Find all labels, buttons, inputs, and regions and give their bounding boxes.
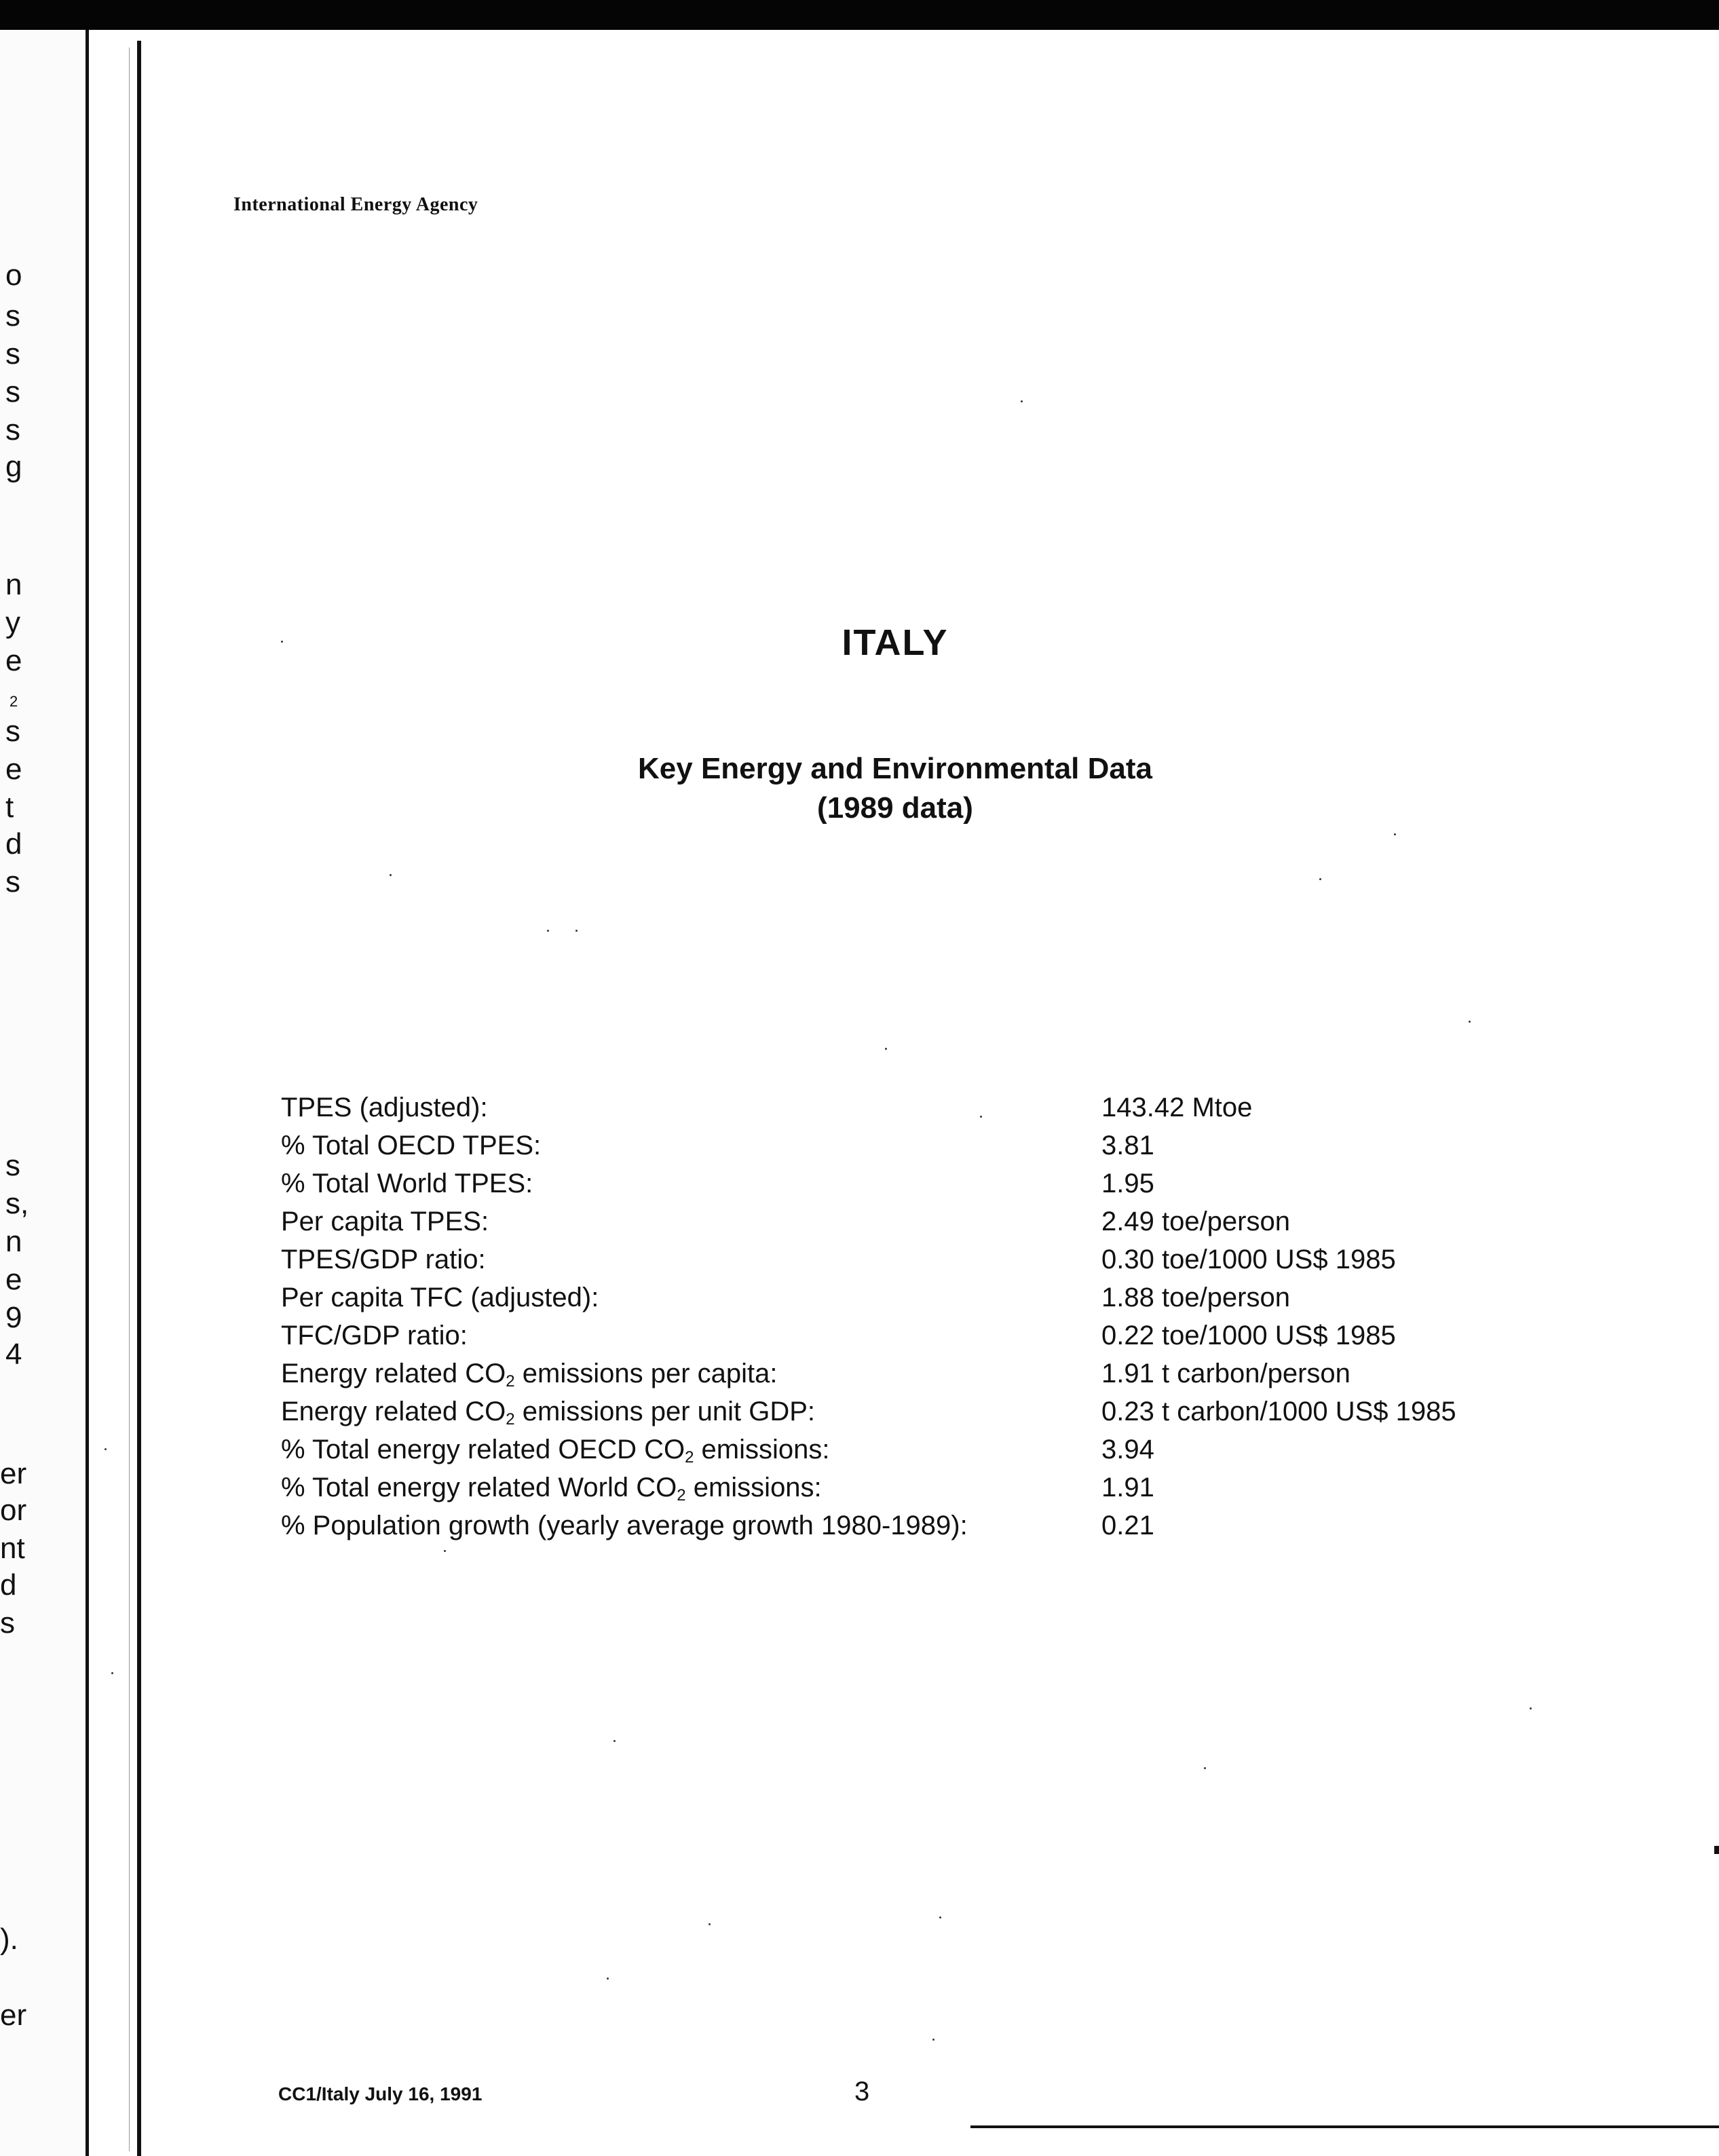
data-row bbox=[281, 1431, 1570, 1469]
scan-speck bbox=[885, 1048, 887, 1050]
facing-page-fragment: 9 bbox=[5, 1301, 22, 1334]
label-text: emissions per unit GDP: bbox=[514, 1397, 816, 1426]
label-text: Energy related CO bbox=[281, 1397, 506, 1426]
row-label: TFC/GDP ratio: bbox=[281, 1321, 468, 1350]
facing-page-fragment: g bbox=[5, 450, 22, 483]
scan-speck bbox=[709, 1923, 711, 1925]
row-value: 143.42 Mtoe bbox=[1101, 1093, 1253, 1122]
row-value: 1.88 toe/person bbox=[1101, 1283, 1290, 1312]
row-value: 3.81 bbox=[1101, 1131, 1154, 1160]
right-edge-mark bbox=[1714, 1846, 1719, 1854]
subtitle-line: (1989 data) bbox=[817, 791, 973, 825]
agency-header: International Energy Agency bbox=[233, 194, 478, 215]
bottom-edge-rule bbox=[970, 2125, 1719, 2128]
facing-page-fragment: s, bbox=[5, 1187, 29, 1220]
label-text: emissions per capita: bbox=[514, 1359, 778, 1388]
scan-border-top bbox=[0, 0, 1719, 30]
data-row bbox=[281, 1355, 1570, 1393]
facing-page-fragment: s bbox=[0, 1606, 15, 1640]
scan-speck bbox=[547, 930, 549, 932]
facing-page-fragment: s bbox=[5, 413, 20, 447]
data-row bbox=[281, 1507, 1570, 1545]
scan-speck bbox=[932, 2039, 934, 2041]
row-value: 3.94 bbox=[1101, 1435, 1154, 1464]
label-text: Energy related CO bbox=[281, 1359, 506, 1388]
scan-speck bbox=[281, 641, 283, 643]
facing-page-fragment: n bbox=[5, 568, 22, 601]
facing-page-strip bbox=[0, 30, 86, 2156]
subtitle-line: Key Energy and Environmental Data bbox=[638, 752, 1152, 785]
gutter-line-outer bbox=[86, 30, 89, 2156]
facing-page-fragment: nt bbox=[0, 1532, 25, 1565]
facing-page-fragment: s bbox=[5, 299, 20, 333]
facing-page-fragment: s bbox=[5, 865, 20, 899]
scan-speck bbox=[1530, 1707, 1532, 1709]
data-row bbox=[281, 1241, 1570, 1279]
page-title: ITALY bbox=[842, 622, 949, 663]
gutter-line-inner bbox=[137, 41, 141, 2156]
subscript: 2 bbox=[677, 1486, 686, 1505]
subscript: 2 bbox=[506, 1372, 515, 1391]
facing-page-fragment: or bbox=[0, 1494, 27, 1527]
row-label: Per capita TPES: bbox=[281, 1207, 489, 1236]
scan-speck bbox=[1469, 1021, 1471, 1023]
row-value: 0.21 bbox=[1101, 1511, 1154, 1540]
facing-page-fragment: s bbox=[5, 375, 20, 409]
scan-speck bbox=[980, 1116, 982, 1118]
facing-page-fragment: t bbox=[5, 791, 14, 824]
facing-page-fragment: s bbox=[5, 1149, 20, 1182]
facing-page-fragment: s bbox=[5, 715, 20, 748]
facing-page-fragment: 2 bbox=[10, 693, 18, 710]
label-text: emissions: bbox=[694, 1435, 830, 1464]
facing-page-fragment: n bbox=[5, 1225, 22, 1258]
row-value: 0.22 toe/1000 US$ 1985 bbox=[1101, 1321, 1396, 1350]
label-text: % Total energy related World CO bbox=[281, 1473, 677, 1502]
facing-page-fragment: e bbox=[5, 1263, 22, 1296]
row-value: 0.30 toe/1000 US$ 1985 bbox=[1101, 1245, 1396, 1274]
facing-page-fragment: s bbox=[5, 337, 20, 371]
row-value: 1.91 t carbon/person bbox=[1101, 1359, 1350, 1388]
data-row bbox=[281, 1317, 1570, 1355]
scan-speck bbox=[444, 1550, 446, 1552]
data-row bbox=[281, 1165, 1570, 1203]
document-page bbox=[145, 30, 1719, 2156]
data-row bbox=[281, 1089, 1570, 1127]
scan-speck bbox=[607, 1978, 609, 1980]
key-data-table bbox=[281, 1089, 1570, 1545]
row-label: TPES (adjusted): bbox=[281, 1093, 488, 1122]
label-text: emissions: bbox=[685, 1473, 822, 1502]
facing-page-fragment: ). bbox=[0, 1923, 18, 1956]
page-subtitle bbox=[145, 749, 1645, 828]
facing-page-fragment: d bbox=[5, 827, 22, 860]
data-row bbox=[281, 1469, 1570, 1507]
scan-speck bbox=[575, 930, 578, 932]
row-label: % Population growth (yearly average growth 1980-1989): bbox=[281, 1511, 968, 1540]
facing-page-fragment: o bbox=[5, 259, 22, 292]
gutter-line-dotted bbox=[129, 48, 130, 2151]
facing-page-fragment: 4 bbox=[5, 1338, 22, 1371]
scan-speck bbox=[1021, 400, 1023, 402]
footer-reference: CC1/Italy July 16, 1991 bbox=[278, 2083, 483, 2104]
scan-speck bbox=[1394, 833, 1396, 835]
scan-speck bbox=[105, 1448, 107, 1450]
facing-page-fragment: y bbox=[5, 606, 20, 639]
page-number: 3 bbox=[854, 2077, 870, 2106]
scan-speck bbox=[1319, 878, 1321, 880]
row-label: % Total World TPES: bbox=[281, 1169, 533, 1198]
facing-page-fragment: er bbox=[0, 1999, 27, 2032]
row-label: % Total OECD TPES: bbox=[281, 1131, 542, 1160]
facing-page-fragment: e bbox=[5, 753, 22, 786]
row-value: 1.91 bbox=[1101, 1473, 1154, 1502]
row-value: 2.49 toe/person bbox=[1101, 1207, 1290, 1236]
data-row bbox=[281, 1393, 1570, 1431]
row-label: TPES/GDP ratio: bbox=[281, 1245, 486, 1274]
scan-speck bbox=[939, 1916, 941, 1918]
scan-speck bbox=[613, 1740, 616, 1742]
scan-speck bbox=[111, 1672, 113, 1674]
row-value: 1.95 bbox=[1101, 1169, 1154, 1198]
data-row bbox=[281, 1279, 1570, 1317]
subscript: 2 bbox=[685, 1448, 694, 1467]
row-value: 0.23 t carbon/1000 US$ 1985 bbox=[1101, 1397, 1456, 1426]
subscript: 2 bbox=[506, 1410, 515, 1429]
row-label: Per capita TFC (adjusted): bbox=[281, 1283, 599, 1312]
facing-page-fragment: er bbox=[0, 1457, 27, 1490]
facing-page-fragment: e bbox=[5, 644, 22, 677]
data-row bbox=[281, 1203, 1570, 1241]
scan-speck bbox=[390, 874, 392, 876]
label-text: % Total energy related OECD CO bbox=[281, 1435, 685, 1464]
facing-page-fragment: d bbox=[0, 1568, 17, 1602]
data-row bbox=[281, 1127, 1570, 1165]
scan-speck bbox=[1204, 1767, 1206, 1769]
